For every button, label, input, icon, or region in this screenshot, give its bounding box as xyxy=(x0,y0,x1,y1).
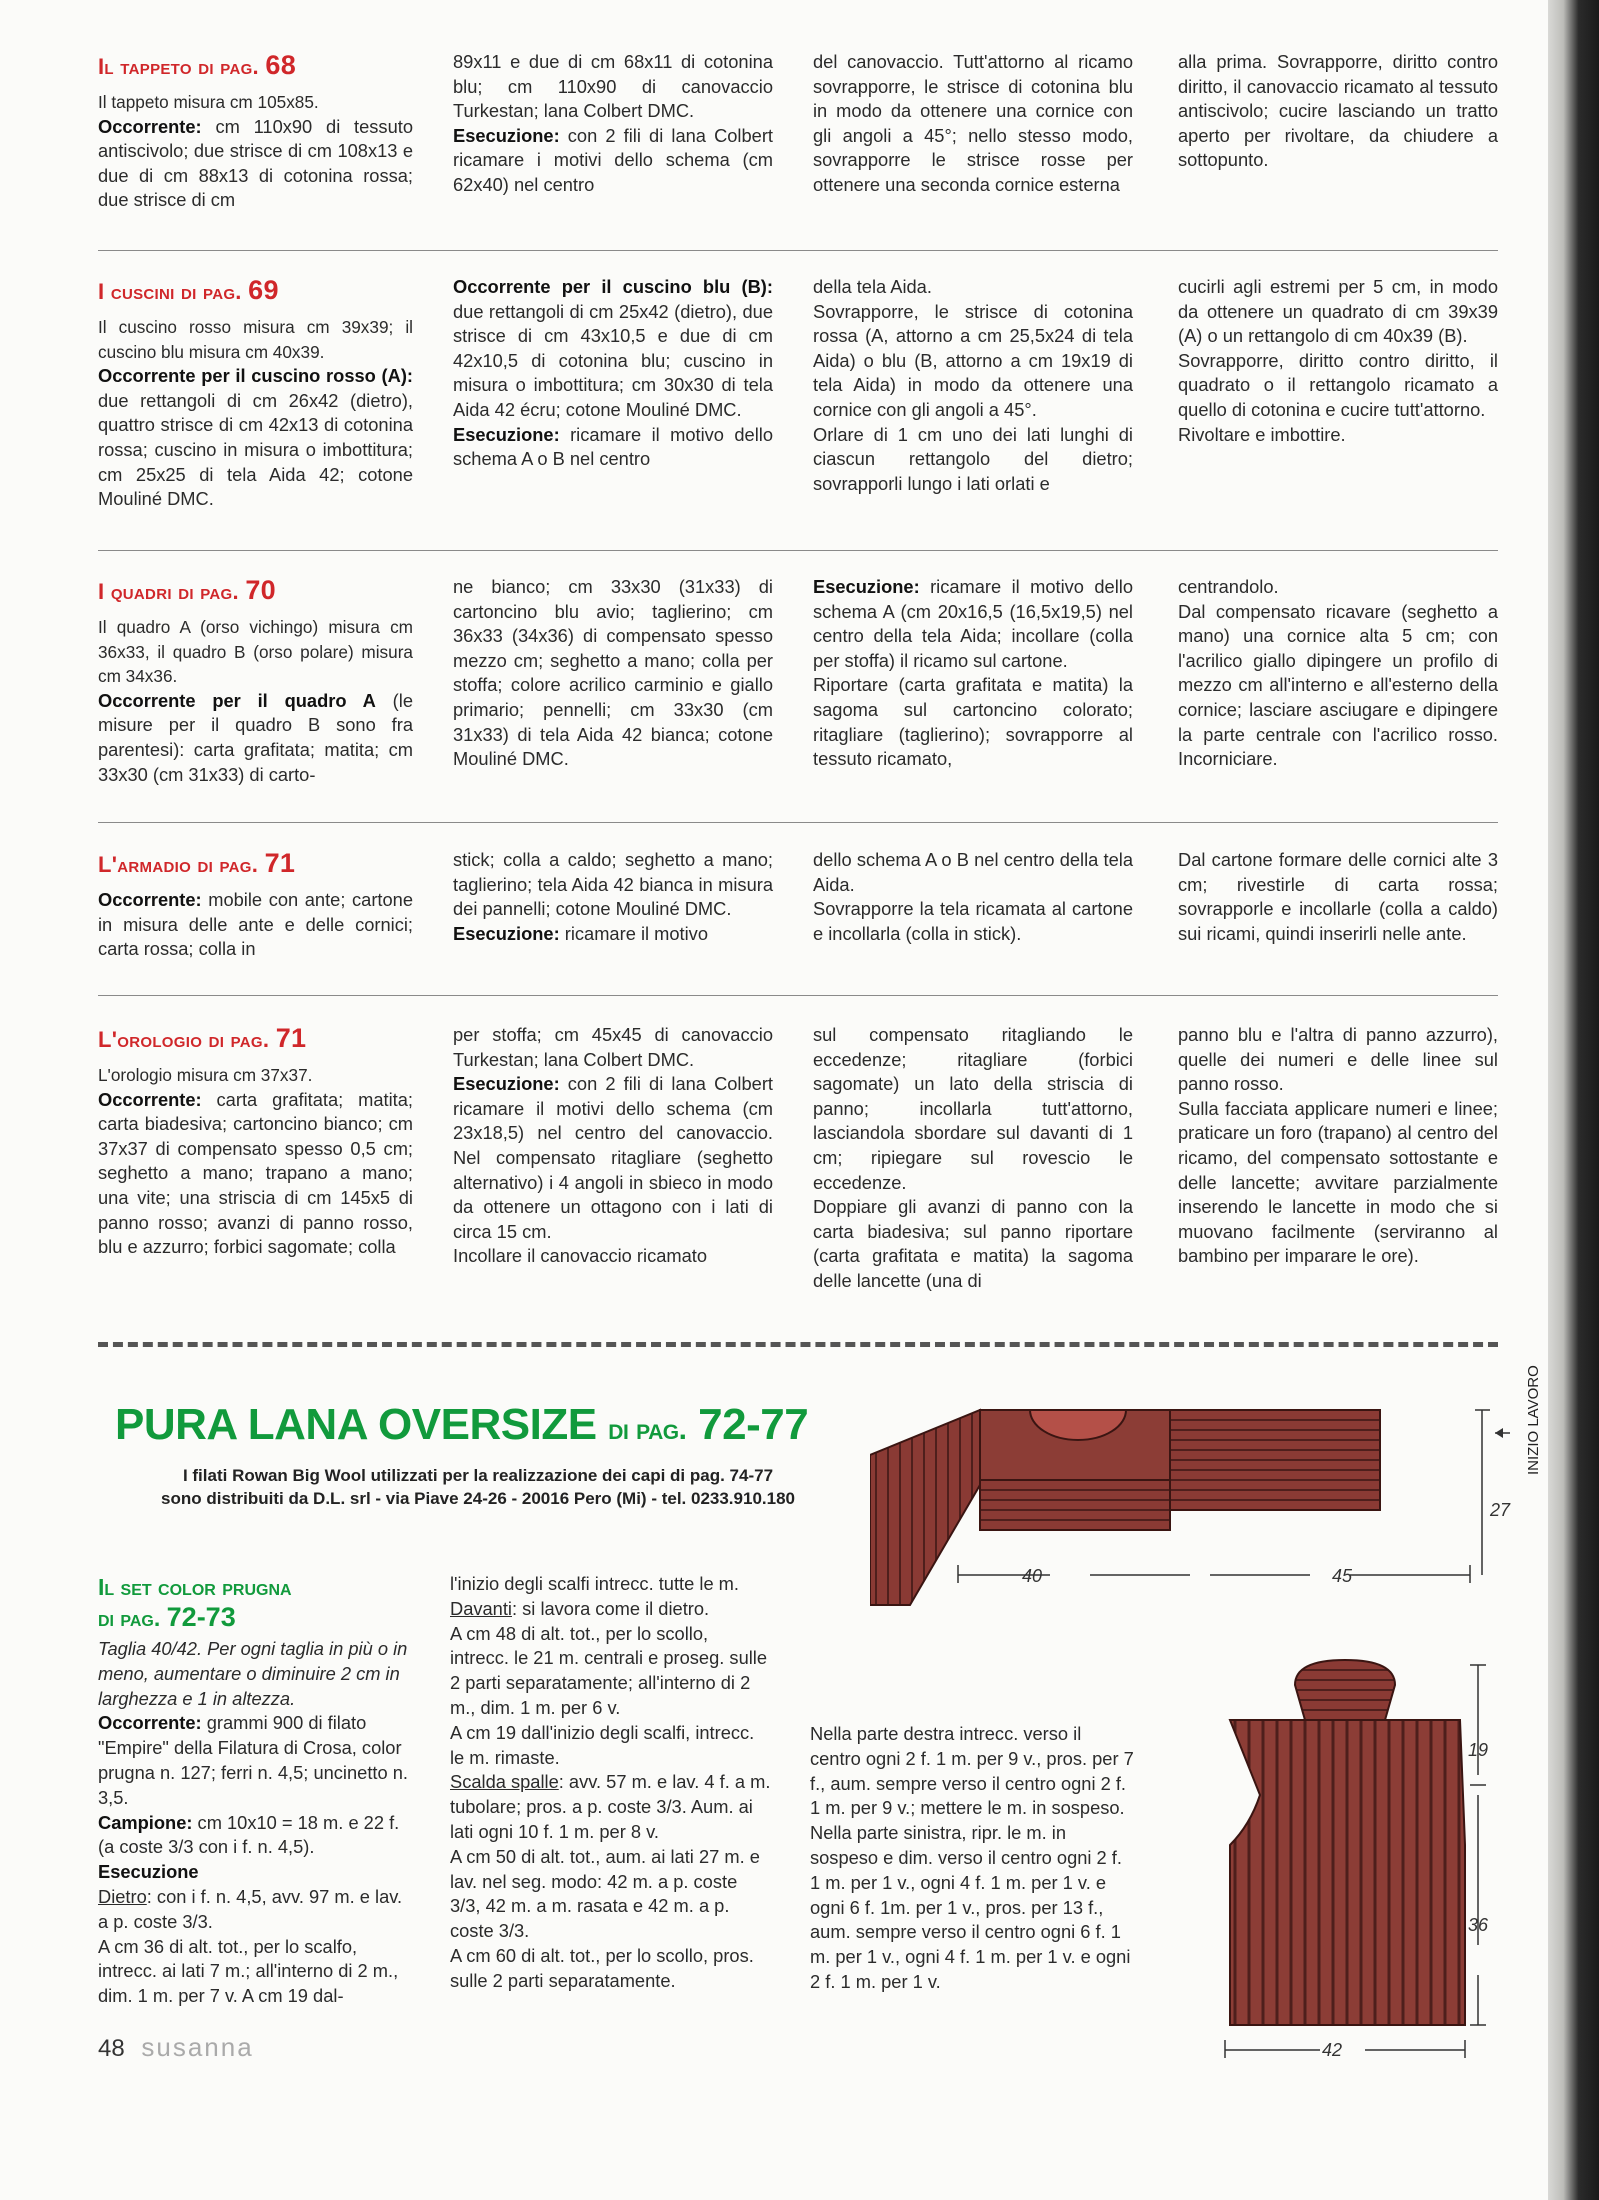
paragraph: stick; colla a caldo; seghetto a mano; taglierino; tela Aida 42 bianca in misura dei pannelli; cotone Mouliné DMC. xyxy=(453,849,773,920)
dim-label-45: 45 xyxy=(1332,1566,1353,1586)
paragraph: panno blu e l'altra di panno azzurro), quelle dei numeri e delle linee sul panno rosso. xyxy=(1178,1024,1498,1095)
dim-label-19: 19 xyxy=(1468,1740,1489,1760)
paragraph: Esecuzione: ricamare il motivo xyxy=(453,922,708,944)
page-footer xyxy=(98,2032,254,2063)
section-column xyxy=(453,275,773,472)
page-number: 48 xyxy=(98,2035,125,2062)
section-divider xyxy=(98,822,1498,823)
paragraph: Sulla facciata applicare numeri e linee; praticare un foro (trapano) al centro del ricamo, del compensato sottostante e delle lancette; avvitare parzialmente inserendo le lancette in modo che si muovano facilmente (serviranno al bambino per imparare le ore). xyxy=(1178,1097,1498,1267)
section-column xyxy=(453,848,773,946)
paragraph: Il tappeto misura cm 105x85. xyxy=(98,92,319,112)
dim-label-36: 36 xyxy=(1468,1915,1489,1935)
paragraph: Occorrente per il quadro A (le misure per il quadro B sono fra parentesi): carta grafitata; matita; cm 33x30 (cm 31x33) di carto- xyxy=(98,689,413,785)
paragraph: cucirli agli estremi per 5 cm, in modo da ottenere un quadrato di cm 39x39 (A) o un rettangolo di cm 40x39 (B). xyxy=(1178,276,1498,347)
section-column xyxy=(453,1023,773,1269)
paragraph: Sovrapporre, le strisce di cotonina rossa (A, attorno a cm 25,5x24 di tela Aida) o blu (B, attorno a cm 19x19 di tela Aida) in modo da ottenere una cornice con gli angoli a 45°. xyxy=(813,300,1133,420)
set-column-3: Nella parte destra intrecc. verso il centro ogni 2 f. 1 m. per 9 v., pros. per 7 f., aum. sempre verso il centro ogni 2 f. 1 m. per 9 v.; mettere le m. in sospeso. Nella parte sinistra, ripr. le m. in sospeso e dim. verso il centro ogni 2 f. 1 m. per 1 v., ogni 4 f. 1 m. per 1 v. e ogni 6 f. 1m. per 1 v., pros. per 13 f., aum. sempre verso il centro ogni 6 f. 1 m. per 1 v., ogni 4 f. 1 m. per 1 v. e ogni 2 f. 1 m. per 1 v. xyxy=(810,1723,1134,1992)
section-column xyxy=(98,275,413,512)
section-column xyxy=(453,50,773,198)
section-heading: I cuscini di pag. 69 xyxy=(98,275,279,305)
section-column xyxy=(1178,50,1498,173)
paragraph: L'orologio misura cm 37x37. xyxy=(98,1065,313,1085)
paragraph: Doppiare gli avanzi di panno con la carta biadesiva; sul panno riportare (carta grafitata e matita) la sagoma delle lancette (una di xyxy=(813,1196,1133,1291)
dim-label-27: 27 xyxy=(1490,1500,1511,1520)
paragraph: Sovrapporre la tela ricamata al cartone e incollarla (colla in stick). xyxy=(813,898,1133,944)
paragraph: Occorrente: cm 110x90 di tessuto antiscivolo; due strisce di cm 108x13 e due di cm 88x13 di cotonina rossa; due strisce di cm xyxy=(98,115,413,211)
paragraph: Incollare il canovaccio ricamato xyxy=(453,1245,708,1267)
magazine-brand: susanna xyxy=(141,2032,254,2062)
section-divider xyxy=(98,550,1498,551)
paragraph: sul compensato ritagliando le eccedenze; ritagliare (forbici sagomate) un lato della striscia di panno; incollarla tutt'attorno, lasciandola sbordare sul davanti di 1 cm; ripiegare sul rovescio le eccedenze. xyxy=(813,1024,1133,1193)
paragraph: Dal compensato ricavare (seghetto a mano) una cornice alta 5 cm; con l'acrilico giallo dipingere un profilo di mezzo cm all'interno e all'esterno della cornice; lasciare asciugare e dipingere la parte centrale con l'acrilico rosso. Incorniciare. xyxy=(1178,600,1498,770)
dim-label-42: 42 xyxy=(1322,2040,1343,2060)
vest-diagram xyxy=(1200,1645,1500,2070)
paragraph: Il quadro A (orso vichingo) misura cm 36x33, il quadro B (orso polare) misura cm 34x36. xyxy=(98,617,413,687)
section-column xyxy=(813,848,1133,946)
paragraph: per stoffa; cm 45x45 di canovaccio Turkestan; lana Colbert DMC. xyxy=(453,1024,773,1070)
yarn-distributor-note: I filati Rowan Big Wool utilizzati per la realizzazione dei capi di pag. 74-77 sono distribuiti da D.L. srl - via Piave 24-26 - 20016 Pero (Mi) - tel. 0233.910.180 xyxy=(161,1466,795,1508)
section-column xyxy=(98,575,413,787)
set-column-2: l'inizio degli scalfi intrecc. tutte le m. Davanti: si lavora come il dietro. A cm 48 di alt. tot., per lo scollo, intrecc. le 21 m. centrali e proseg. sulle 2 parti separatamente; all'interno di 2 m., dim. 1 m. per 6 v. A cm 19 dall'inizio degli scalfi, intrecc. le m. rimaste. Scalda spalle: avv. 57 m. e lav. 4 f. a m. tubolare; pros. a p. coste 3/3. Aum. ai lati ogni 10 f. 1 m. per 8 v. A cm 50 di alt. tot., aum. ai lati 27 m. e lav. nel seg. modo: 42 m. a p. coste 3/3, 42 m. a m. rasata e 42 m. a p. coste 3/3. A cm 60 di alt. tot., per lo scollo, pros. sulle 2 parti separatamente. xyxy=(450,1573,771,1991)
section-column xyxy=(98,1023,413,1260)
paragraph: Occorrente: carta grafitata; matita; carta biadesiva; cartoncino bianco; cm 37x37 di compensato spesso 0,5 cm; seghetto a mano; trapano a mano; una vite; una striscia di cm 145x5 di panno rosso; avanzi di panno rosso, blu e azzurro; forbici sagomate; colla xyxy=(98,1088,413,1258)
paragraph: Esecuzione: con 2 fili di lana Colbert ricamare i motivi dello schema (cm 62x40) nel centro xyxy=(453,124,773,195)
paragraph: Occorrente: mobile con ante; cartone in misura delle ante e delle cornici; carta rossa; colla in xyxy=(98,889,413,960)
scan-edge-shadow xyxy=(1548,0,1599,2200)
paragraph: Orlare di 1 cm uno dei lati lunghi di ciascun rettangolo del dietro; sovrapporli lungo i lati orlati e xyxy=(813,423,1133,494)
section-column xyxy=(98,848,413,962)
paragraph: Esecuzione: con 2 fili di lana Colbert ricamare il motivi dello schema (cm 23x18,5) nel centro del canovaccio. Nel compensato ritagliare (seghetto alternativo) i 4 angoli in sbieco in modo da ottenere un ottagono con i lati di circa 15 cm. xyxy=(453,1073,773,1242)
inizio-lavoro-label: INIZIO LAVORO xyxy=(1525,1365,1542,1475)
paragraph: Occorrente per il cuscino rosso (A): due rettangoli di cm 26x42 (dietro), quattro strisce di cm 42x13 di cotonina rossa; cuscino in misura o imbottitura; cm 25x25 di tela Aida 42; cotone Mouliné DMC. xyxy=(98,365,413,510)
section-column xyxy=(1178,1023,1498,1269)
paragraph: ne bianco; cm 33x30 (31x33) di cartoncino blu avio; taglierino; cm 36x33 (34x36) di compensato spesso mezzo cm; seghetto a mano; colla per stoffa; colore acrilico carminio e giallo primario; pennelli; cm 33x30 (cm 31x33) di tela Aida 42 bianca; cotone Mouliné DMC. xyxy=(453,576,773,770)
paragraph: Dal cartone formare delle cornici alte 3 cm; rivestirle di carta rossa; sovrapporle e incollarle (colla a caldo) sui ricami, quindi inserirli nelle ante. xyxy=(1178,849,1498,944)
set-heading: Il set color prugna di pag. 72-73 xyxy=(98,1574,292,1632)
paragraph: della tela Aida. xyxy=(813,276,932,297)
dashed-separator xyxy=(98,1342,1498,1347)
paragraph: Esecuzione: ricamare il motivo dello schema A (cm 20x16,5 (16,5x19,5) nel centro della tela Aida; incollare (colla per stoffa) il ricamo sul cartone. xyxy=(813,576,1133,671)
paragraph: del canovaccio. Tutt'attorno al ricamo sovrapporre, le strisce di cotonina blu in modo da ottenere una cornice con gli angoli a 45°; nello stesso modo, sovrapporre le strisce rosse per ottenere una seconda cornice esterna xyxy=(813,51,1133,195)
section-column xyxy=(1178,575,1498,772)
section-column xyxy=(813,575,1133,772)
paragraph: 89x11 e due di cm 68x11 di cotonina blu; cm 110x90 di canovaccio Turkestan; lana Colbert DMC. xyxy=(453,51,773,122)
paragraph: Esecuzione: ricamare il motivo dello schema A o B nel centro xyxy=(453,423,773,470)
section-column xyxy=(813,50,1133,198)
section-heading: I quadri di pag. 70 xyxy=(98,575,276,605)
set-column-1: Il set color prugna di pag. 72-73 Taglia 40/42. Per ogni taglia in più o in meno, aumentare o diminuire 2 cm in larghezza e 1 in altezza. Occorrente: grammi 900 di filato "Empire" della Filatura di Crosa, color prugna n. 127; ferri n. 4,5; uncinetto n. 3,5. Campione: cm 10x10 = 18 m. e 22 f. (a coste 3/3 con i f. n. 4,5). Esecuzione Dietro: con i f. n. 4,5, avv. 97 m. e lav. a p. coste 3/3. A cm 36 di alt. tot., per lo scalfo, intrecc. ai lati 7 m.; all'interno di 2 m., dim. 1 m. per 7 v. A cm 19 dal- xyxy=(98,1572,416,2009)
paragraph: alla prima. Sovrapporre, diritto contro diritto, il canovaccio ricamato al tessuto antiscivolo; cucire lasciando un tratto aperto per rivoltare, da chiudere a sottopunto. xyxy=(1178,51,1498,171)
sweater-diagram xyxy=(870,1405,1510,1625)
section-column xyxy=(1178,275,1498,447)
paragraph: Sovrapporre, diritto contro diritto, il quadrato o il rettangolo ricamato a quello di cotonina e cucire tutt'attorno. xyxy=(1178,349,1498,420)
section-column xyxy=(813,275,1133,496)
section-divider xyxy=(98,250,1498,251)
section-heading: L'orologio di pag. 71 xyxy=(98,1023,307,1053)
paragraph: Riportare (carta grafitata e matita) la sagoma sul cartoncino colorato; ritagliare (taglierino); sovrapporre al tessuto ricamato, xyxy=(813,674,1133,770)
paragraph: Occorrente per il cuscino blu (B): due rettangoli di cm 25x42 (dietro), due strisce di cm 43x10,5 e due di cm 42x10,5 di cotonina blu; cuscino in misura o imbottitura; cm 30x30 di tela Aida 42 écru; cotone Mouliné DMC. xyxy=(453,276,773,420)
section-column xyxy=(813,1023,1133,1294)
section-heading: L'armadio di pag. 71 xyxy=(98,848,296,878)
paragraph: Rivoltare e imbottire. xyxy=(1178,423,1346,445)
paragraph: centrandolo. xyxy=(1178,576,1279,597)
section-divider xyxy=(98,995,1498,996)
section-column xyxy=(1178,848,1498,946)
section-column xyxy=(453,575,773,772)
section-column xyxy=(98,50,413,213)
paragraph: dello schema A o B nel centro della tela Aida. xyxy=(813,849,1133,895)
oversize-title: PURA LANA OVERSIZE di pag. 72-77 xyxy=(115,1400,809,1449)
paragraph: Il cuscino rosso misura cm 39x39; il cuscino blu misura cm 40x39. xyxy=(98,317,413,362)
dim-label-40: 40 xyxy=(1022,1566,1043,1586)
section-heading: Il tappeto di pag. 68 xyxy=(98,50,297,80)
